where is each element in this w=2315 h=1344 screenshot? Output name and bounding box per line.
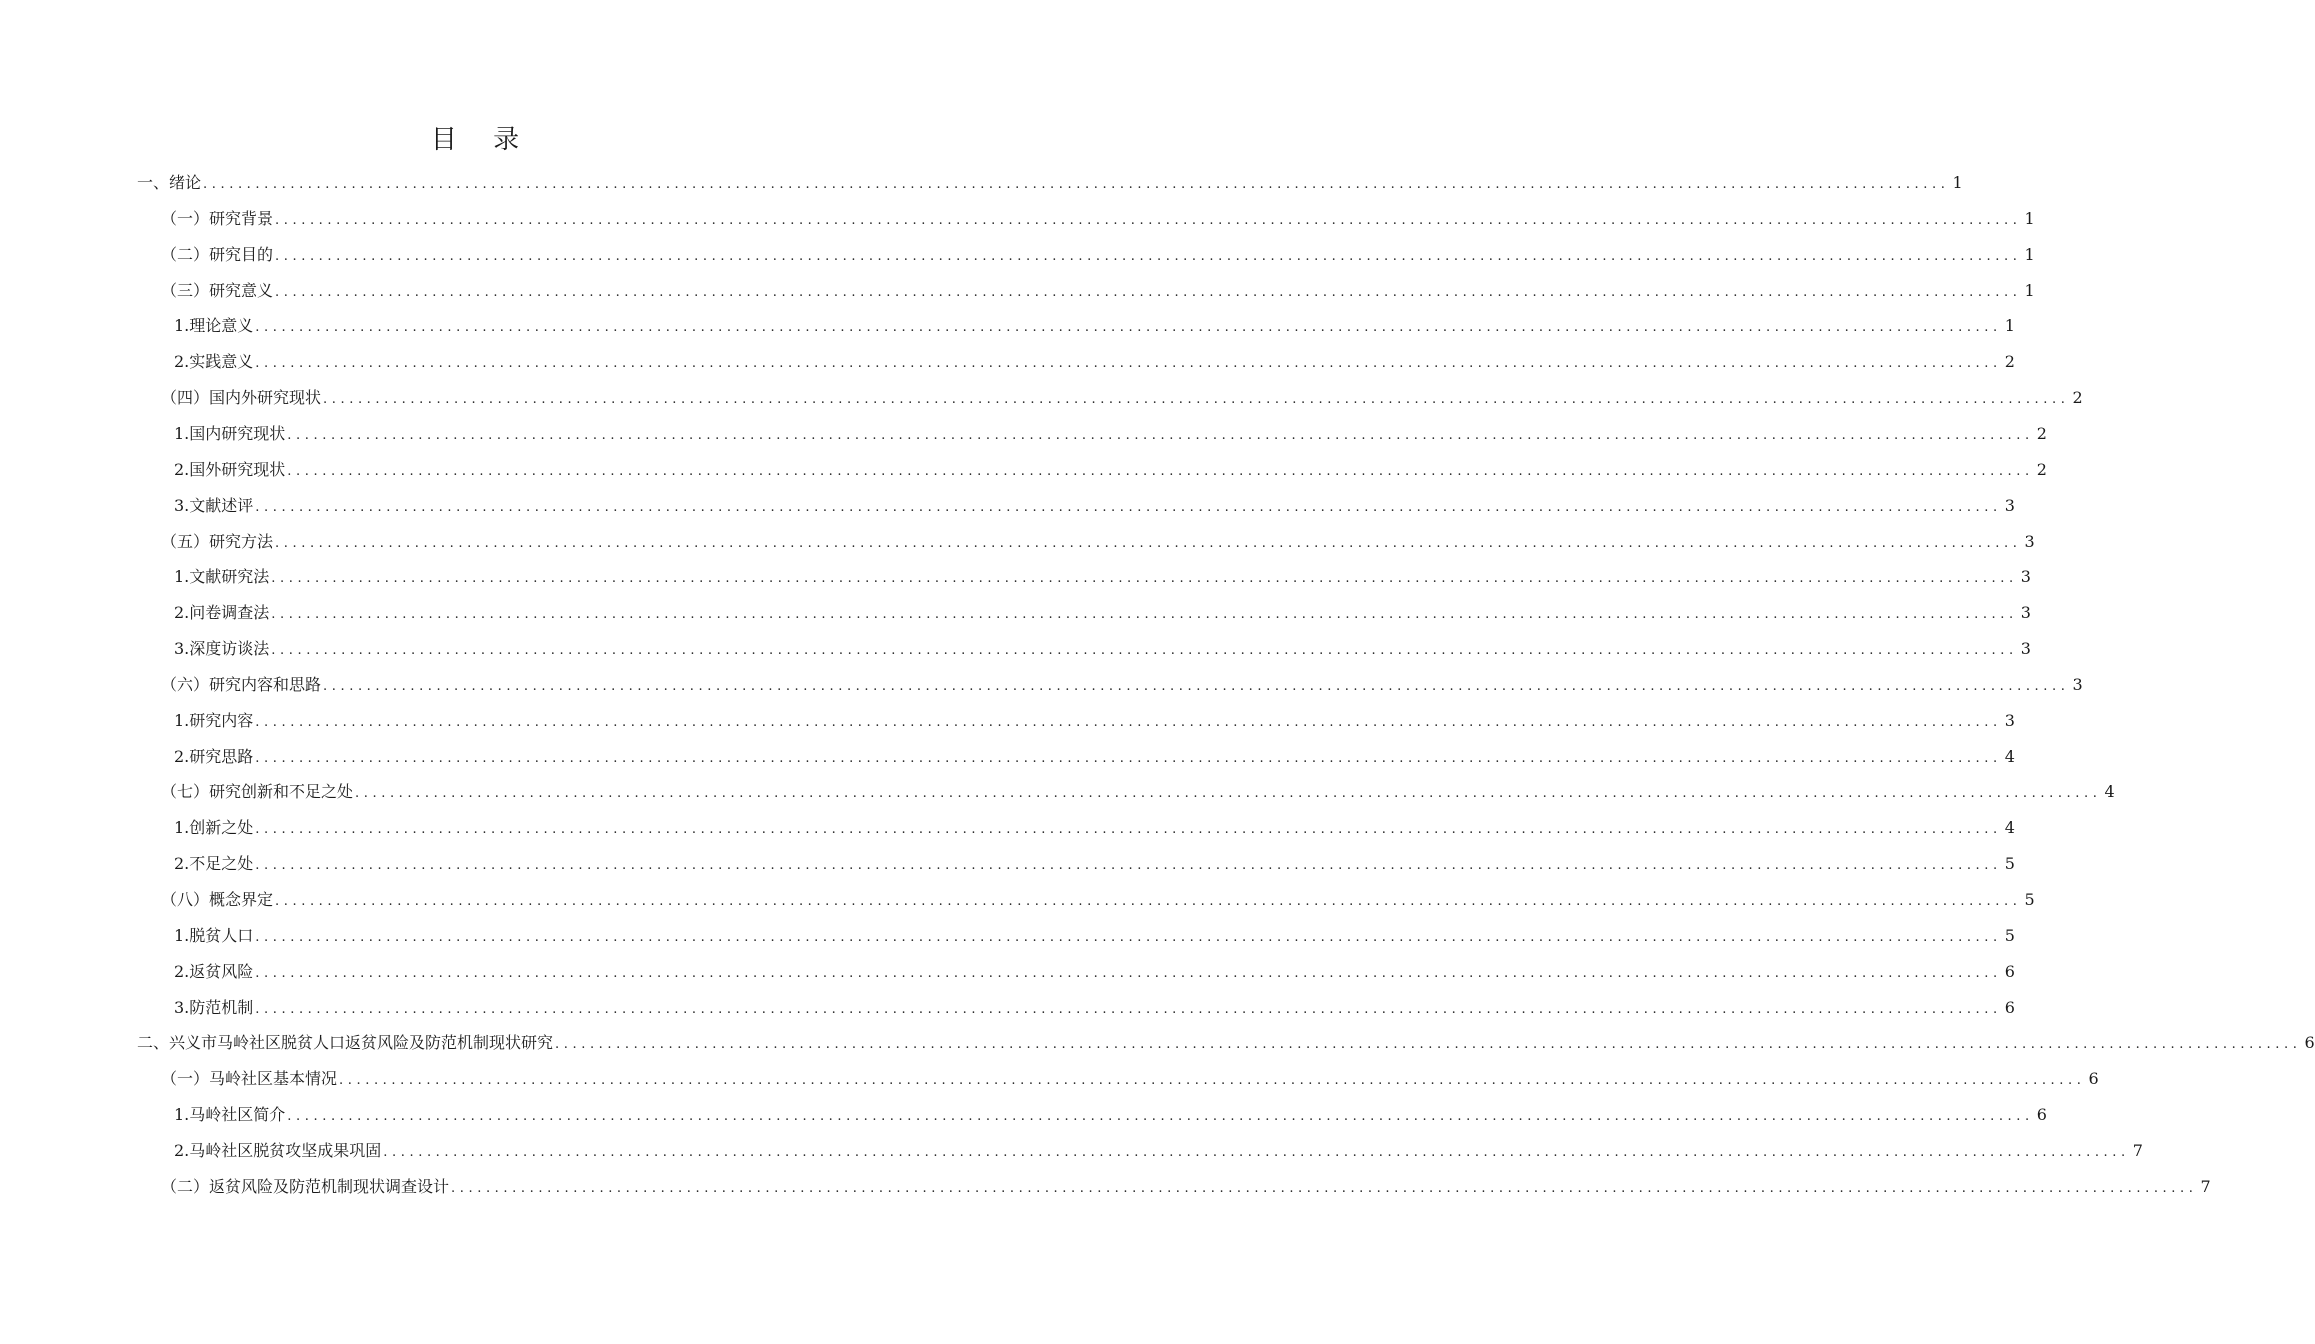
dot-leader: ........................................................................................................................................................................................................ [255,714,2002,730]
toc-entry[interactable] [174,308,2015,344]
dot-leader: ........................................................................................................................................................................................................ [255,929,2002,945]
toc-entry-label: 二、兴义市马岭社区脱贫人口返贫风险及防范机制现状研究 [137,1033,554,1053]
dot-leader: ........................................................................................................................................................................................................ [275,248,2022,264]
toc-entry-page-number: 1 [2004,316,2015,336]
dot-leader: ........................................................................................................................................................................................................ [355,786,2102,802]
dot-leader: ........................................................................................................................................................................................................ [255,858,2002,874]
toc-entry-label: 2.国外研究现状 [174,459,286,479]
toc-entry-label: 3.防范机制 [174,997,254,1017]
toc-entry[interactable] [174,846,2015,882]
toc-title: 目 录 [430,125,534,155]
toc-entry-page-number: 4 [2004,746,2015,766]
toc-entry-label: 1.研究内容 [174,710,254,730]
toc-entry-label: （二）返贫风险及防范机制现状调查设计 [161,1176,450,1196]
toc-entry-page-number: 6 [2004,997,2015,1017]
toc-entry-page-number: 3 [2072,674,2083,694]
toc-entry[interactable] [161,667,2083,703]
toc-entry[interactable] [161,882,2035,918]
toc-entry-label: 1.国内研究现状 [174,423,286,443]
toc-entry-page-number: 2 [2036,459,2047,479]
toc-entry[interactable] [174,416,2047,452]
dot-leader: ........................................................................................................................................................................................................ [451,1180,2198,1196]
toc-entry-page-number: 4 [2104,782,2115,802]
toc-entry-page-number: 3 [2024,531,2035,551]
toc-entry-label: 3.文献述评 [174,495,254,515]
dot-leader: ........................................................................................................................................................................................................ [275,212,2022,228]
toc-entry-label: 1.马岭社区简介 [174,1105,286,1125]
toc-entry[interactable] [174,631,2031,667]
toc-entry-label: （一）马岭社区基本情况 [161,1069,338,1089]
dot-leader: ........................................................................................................................................................................................................ [323,678,2070,694]
dot-leader: ........................................................................................................................................................................................................ [255,750,2002,766]
dot-leader: ........................................................................................................................................................................................................ [323,392,2070,408]
toc-entry-page-number: 1 [2024,244,2035,264]
toc-entry-page-number: 6 [2304,1033,2315,1053]
toc-entry-label: 1.创新之处 [174,818,254,838]
toc-entry[interactable] [137,165,1963,201]
toc-entry-label: 1.理论意义 [174,316,254,336]
toc-entry-label: （一）研究背景 [161,208,274,228]
toc-entry-label: （七）研究创新和不足之处 [161,782,354,802]
dot-leader: ........................................................................................................................................................................................................ [275,535,2022,551]
toc-entry[interactable] [161,273,2035,309]
dot-leader: ........................................................................................................................................................................................................ [255,499,2002,515]
toc-entry-label: （五）研究方法 [161,531,274,551]
dot-leader: ........................................................................................................................................................................................................ [255,965,2002,981]
toc-entry-page-number: 5 [2004,925,2015,945]
toc-entry[interactable] [161,774,2115,810]
toc-entry-page-number: 7 [2132,1140,2143,1160]
toc-entry-page-number: 3 [2020,567,2031,587]
toc-entry[interactable] [174,739,2015,775]
dot-leader: ........................................................................................................................................................................................................ [339,1073,2086,1089]
toc-entry-label: 2.返贫风险 [174,961,254,981]
toc-entry[interactable] [174,595,2031,631]
toc-entry-page-number: 5 [2004,854,2015,874]
toc-entry-label: （二）研究目的 [161,244,274,264]
toc-entry-page-number: 3 [2020,639,2031,659]
toc-entry-label: 1.文献研究法 [174,567,270,587]
dot-leader: ........................................................................................................................................................................................................ [271,607,2018,623]
toc-entry-label: （八）概念界定 [161,890,274,909]
toc-entry-page-number: 5 [2024,890,2035,909]
toc-entry[interactable] [174,344,2015,380]
toc-entry-page-number: 1 [1952,173,1963,192]
toc-entry-label: 2.研究思路 [174,746,254,766]
dot-leader: ........................................................................................................................................................................................................ [287,463,2034,479]
dot-leader: ........................................................................................................................................................................................................ [287,427,2034,443]
dot-leader: ........................................................................................................................................................................................................ [383,1144,2130,1160]
dot-leader: ........................................................................................................................................................................................................ [255,822,2002,838]
toc-entry-label: 2.不足之处 [174,854,254,874]
toc-entry-label: 1.脱贫人口 [174,925,254,945]
toc-entry-page-number: 6 [2004,961,2015,981]
toc-entry[interactable] [174,452,2047,488]
toc-entry-page-number: 4 [2004,818,2015,838]
dot-leader: ........................................................................................................................................................................................................ [255,320,2002,336]
toc-entry-label: 2.问卷调查法 [174,603,270,623]
toc-entry-page-number: 2 [2004,352,2015,372]
toc-entry[interactable] [174,918,2015,954]
toc-entry[interactable] [174,990,2015,1026]
toc-entry[interactable] [174,703,2015,739]
dot-leader: ........................................................................................................................................................................................................ [275,894,2022,909]
dot-leader: ........................................................................................................................................................................................................ [255,1001,2002,1017]
toc-entry[interactable] [174,488,2015,524]
toc-entry[interactable] [161,201,2035,237]
dot-leader: ........................................................................................................................................................................................................ [271,571,2018,587]
toc-entry[interactable] [161,1061,2099,1097]
toc-entry-page-number: 6 [2036,1105,2047,1125]
toc-entry-page-number: 3 [2004,710,2015,730]
dot-leader: ........................................................................................................................................................................................................ [287,1109,2034,1125]
toc-entry[interactable] [161,380,2083,416]
toc-entry-label: 2.实践意义 [174,352,254,372]
dot-leader: ........................................................................................................................................................................................................ [255,356,2002,372]
toc-entry[interactable] [137,1025,2315,1061]
toc-entry[interactable] [174,1133,2143,1169]
toc-entry-page-number: 2 [2072,388,2083,408]
toc-entry-label: 3.深度访谈法 [174,639,270,659]
toc-entry-page-number: 1 [2024,208,2035,228]
toc-entry-label: （四）国内外研究现状 [161,388,322,408]
toc-entry-page-number: 3 [2020,603,2031,623]
toc-entry-label: （三）研究意义 [161,280,274,300]
toc-entry-page-number: 2 [2036,423,2047,443]
toc-entry[interactable] [174,954,2015,990]
toc-entry-label: 2.马岭社区脱贫攻坚成果巩固 [174,1140,382,1160]
toc-entry[interactable] [174,810,2015,846]
toc-entry[interactable] [161,524,2035,560]
toc-entry[interactable] [161,237,2035,273]
toc-entry-page-number: 3 [2004,495,2015,515]
toc-entry-label: 一、绪论 [137,173,202,192]
dot-leader: ........................................................................................................................................................................................................ [555,1037,2302,1053]
toc-entry-page-number: 6 [2088,1069,2099,1089]
dot-leader: ........................................................................................................................................................................................................ [271,643,2018,659]
dot-leader: ........................................................................................................................................................................................................ [203,177,1950,192]
toc-entry[interactable] [161,1169,2211,1205]
toc-entry[interactable] [174,1097,2047,1133]
toc-entry-page-number: 7 [2200,1176,2211,1196]
toc-entry-label: （六）研究内容和思路 [161,674,322,694]
toc-entry-page-number: 1 [2024,280,2035,300]
dot-leader: ........................................................................................................................................................................................................ [275,284,2022,300]
toc-entry[interactable] [174,559,2031,595]
